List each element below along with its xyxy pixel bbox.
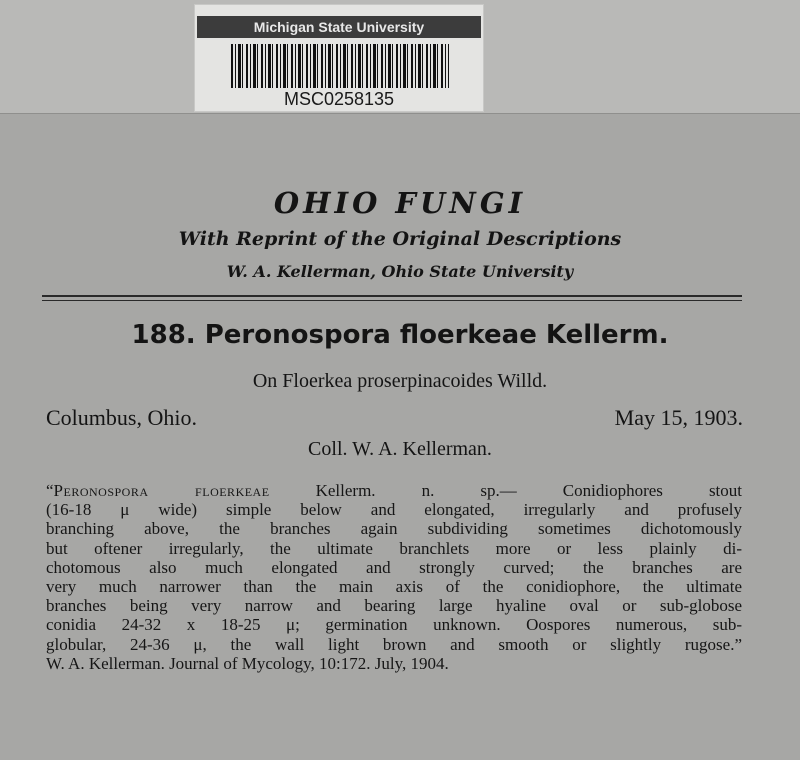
series-subtitle: With Reprint of the Original Descriptions — [178, 228, 622, 250]
description-line: but oftener irregularly, the ultimate branchlets more or less plainly di- — [46, 538, 742, 558]
species-title: 188. Peronospora floerkeae Kellerm. — [131, 320, 669, 350]
series-title: OHIO FUNGI — [273, 186, 527, 220]
barcode-image — [231, 44, 449, 88]
barcode-number: MSC0258135 — [283, 89, 395, 109]
open-quote: “ — [46, 481, 54, 500]
collection-date: May 15, 1903. — [614, 405, 743, 430]
series-author: W. A. Kellerman, Ohio State University — [226, 262, 574, 281]
barcode-label — [194, 4, 484, 112]
description-line-1-rest: Kellerm. n. sp.— Conidiophores stout — [269, 481, 743, 500]
collector: Coll. W. A. Kellerman. — [308, 438, 492, 460]
description-line: very much narrower than the main axis of the conidiophore, the ultimate — [46, 577, 742, 597]
description-line: globular, 24-36 μ, the wall light brown and smooth or slightly rugose.” — [46, 634, 742, 654]
header-rule-thin — [42, 300, 742, 301]
original-description — [46, 481, 742, 673]
description-line: branching above, the branches again subdividing sometimes dichotomously — [46, 519, 742, 539]
institution-name: Michigan State University — [197, 16, 481, 38]
description-line — [46, 481, 742, 500]
description-line: (16-18 μ wide) simple below and elongated, irregularly and profusely — [46, 500, 742, 520]
host-plant: On Floerkea proserpinacoides Willd. — [252, 370, 548, 392]
description-citation: W. A. Kellerman. Journal of Mycology, 10:172. July, 1904. — [46, 653, 449, 673]
description-line: chotomous also much elongated and strongly curved; the branches are — [46, 557, 742, 577]
description-line: conidia 24-32 x 18-25 μ; germination unknown. Oospores numerous, sub- — [46, 615, 742, 635]
species-name-smallcaps: Peronospora floerkeae — [53, 481, 270, 500]
collection-locality: Columbus, Ohio. — [46, 405, 197, 430]
header-rule — [42, 295, 742, 297]
description-line: branches being very narrow and bearing large hyaline oval or sub-globose — [46, 596, 742, 616]
